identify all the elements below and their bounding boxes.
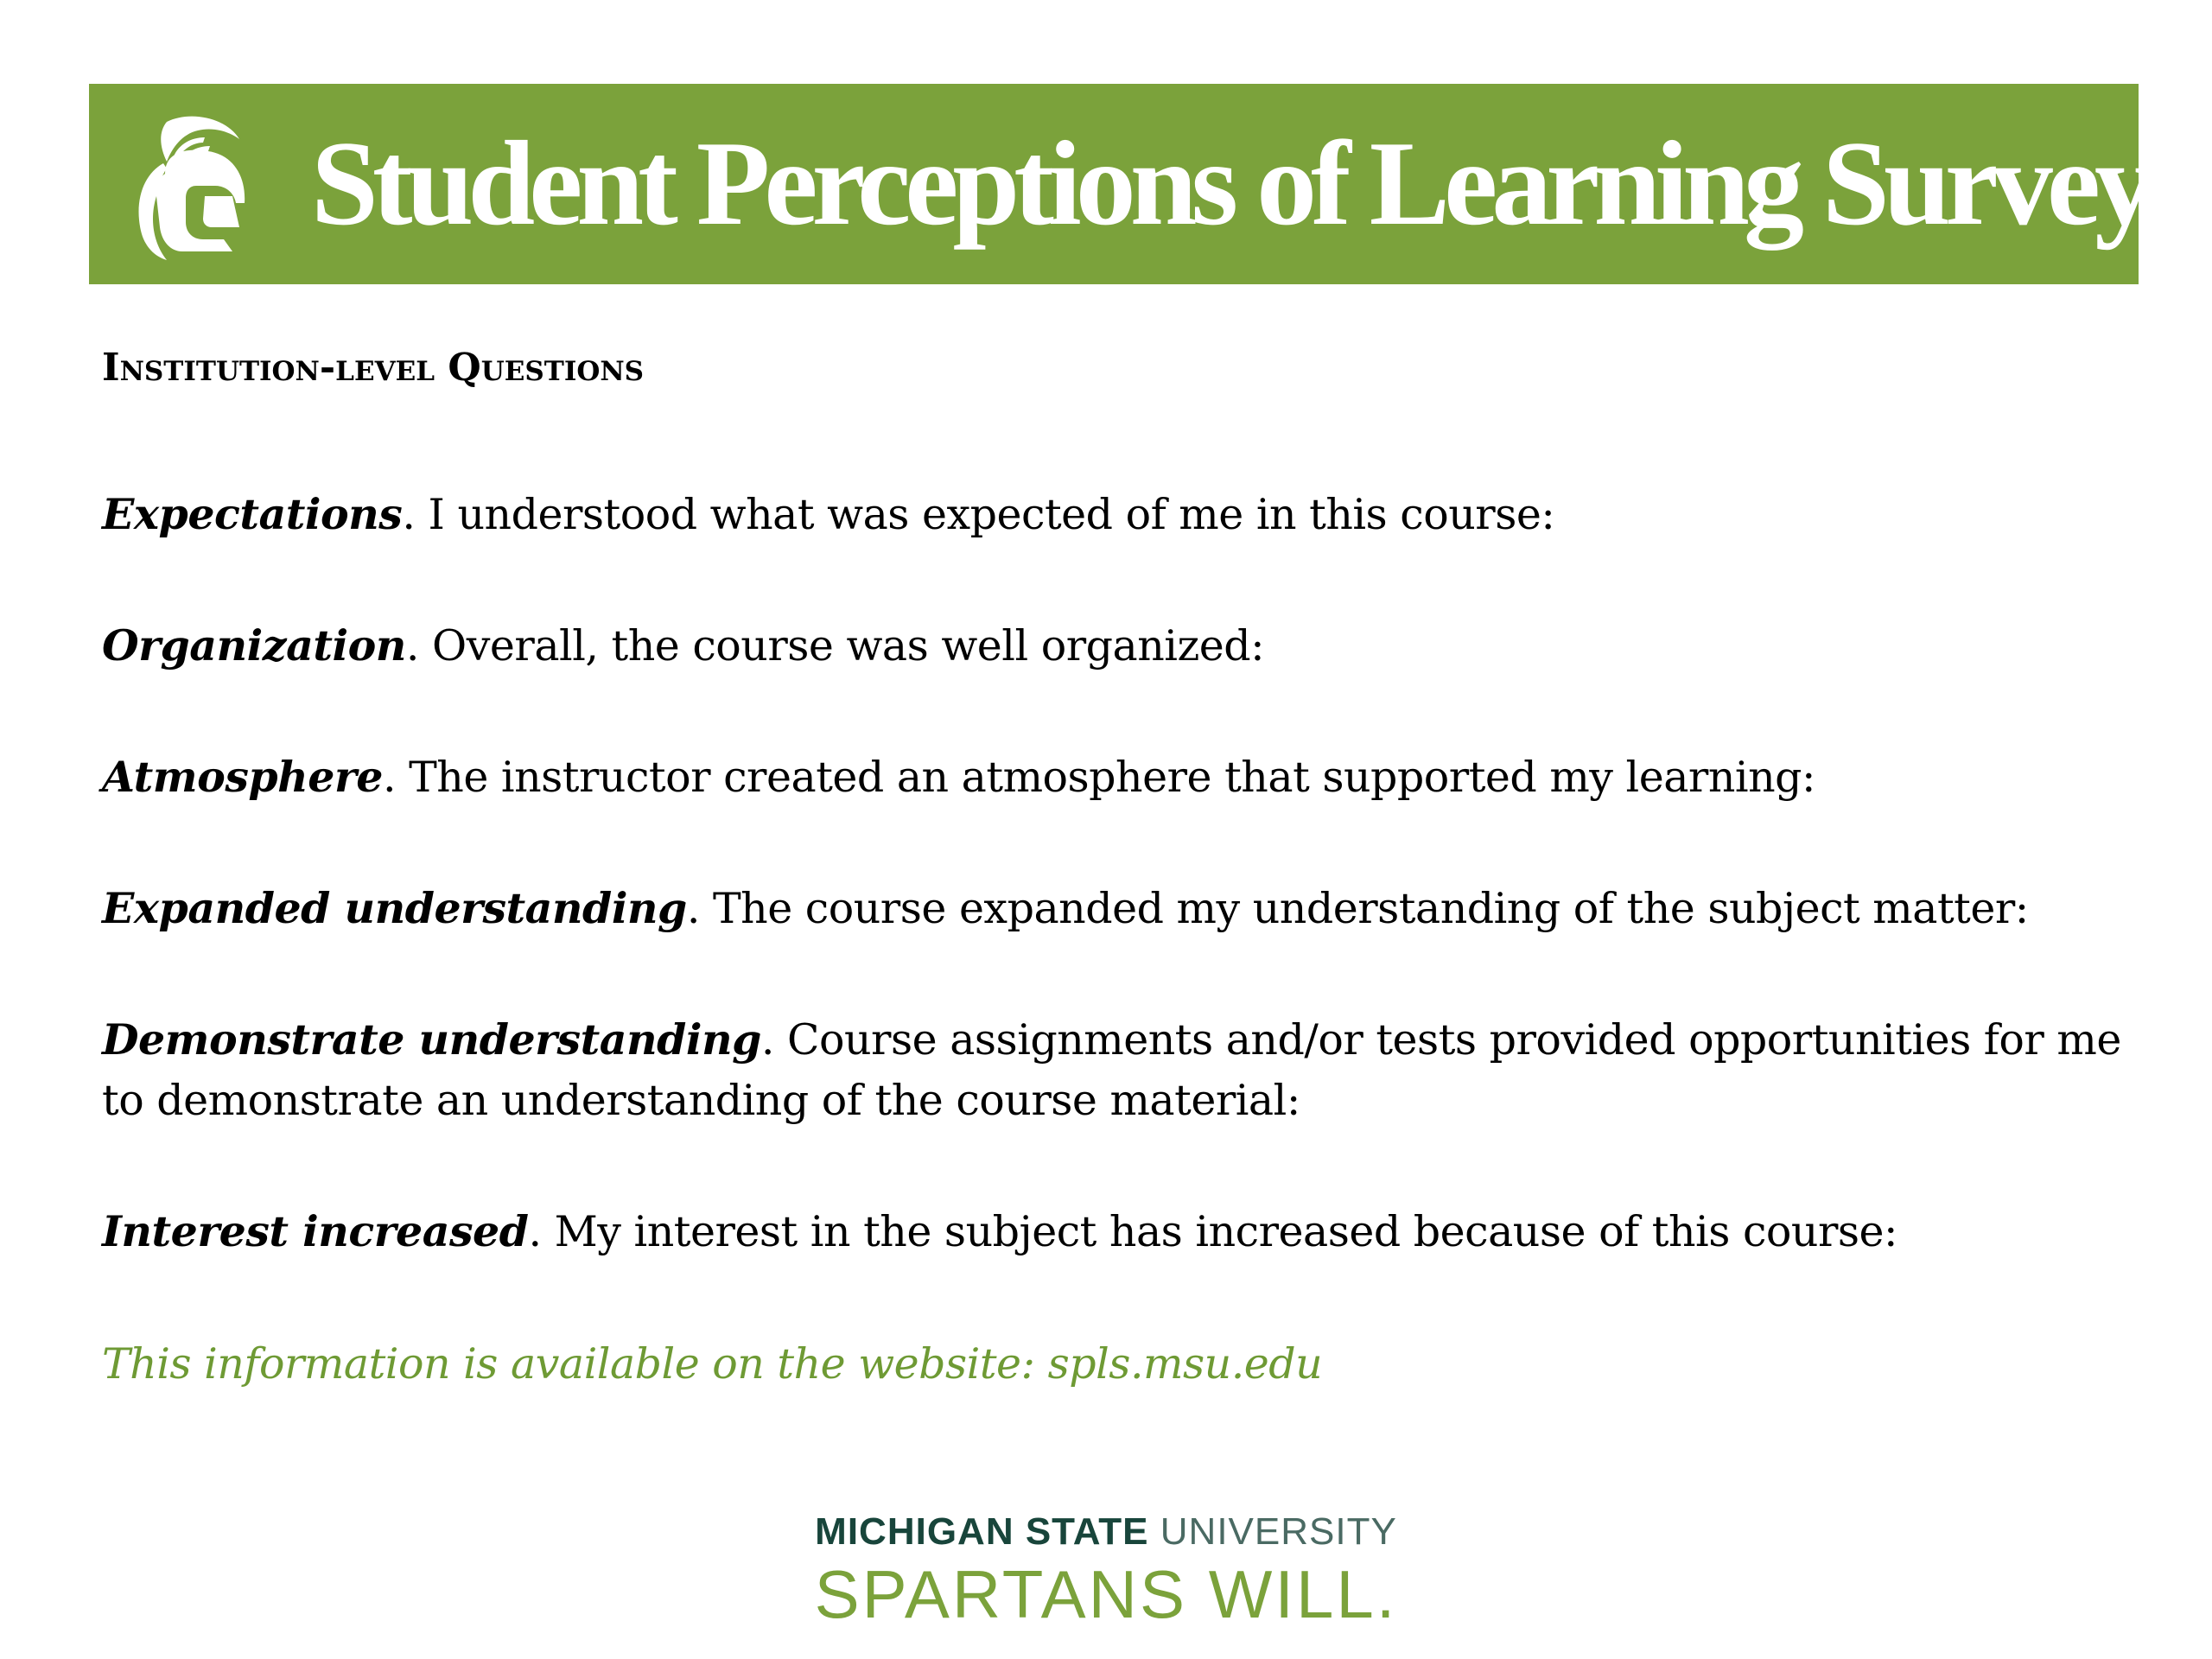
website-note: This information is available on the website: spls.msu.edu bbox=[102, 1339, 1323, 1389]
question-text: . The instructor created an atmosphere that supported my learning: bbox=[382, 753, 1816, 802]
survey-title: Student Perceptions of Learning Survey bbox=[311, 117, 2149, 251]
question-item-expanded-understanding bbox=[102, 878, 2124, 939]
question-item-expectations bbox=[102, 484, 2124, 545]
question-text: . Overall, the course was well organized: bbox=[405, 621, 1265, 671]
question-item-organization bbox=[102, 615, 2124, 677]
question-term: Expanded understanding bbox=[102, 883, 687, 933]
question-term: Organization bbox=[102, 620, 406, 671]
section-heading: Institution-level Questions bbox=[102, 346, 645, 390]
question-term: Interest increased bbox=[102, 1206, 529, 1256]
tagline: SPARTANS WILL. bbox=[814, 1556, 1398, 1632]
question-term: Atmosphere bbox=[102, 752, 383, 802]
question-term: Expectations bbox=[102, 489, 403, 539]
question-text: . The course expanded my understanding of the subject matter: bbox=[686, 884, 2029, 933]
question-text: . I understood what was expected of me in this course: bbox=[402, 490, 1555, 539]
spartan-helmet-icon bbox=[122, 113, 253, 260]
question-item-atmosphere bbox=[102, 747, 2124, 808]
question-item-demonstrate-understanding bbox=[102, 1009, 2124, 1131]
header-banner bbox=[89, 84, 2149, 284]
university-name-bold: MICHIGAN STATE bbox=[815, 1510, 1149, 1553]
question-text: . Course assignments and/or tests provided opportunities for me to demonstrate an understanding of the course material: bbox=[102, 1015, 2121, 1125]
university-name-light: UNIVERSITY bbox=[1160, 1510, 1397, 1553]
question-list bbox=[102, 484, 2124, 1332]
msu-footer-logo bbox=[0, 1510, 2212, 1633]
question-term: Demonstrate understanding bbox=[102, 1014, 761, 1065]
university-wordmark bbox=[815, 1510, 1397, 1554]
question-text: . My interest in the subject has increased because of this course: bbox=[528, 1207, 1898, 1256]
question-item-interest-increased bbox=[102, 1201, 2124, 1262]
